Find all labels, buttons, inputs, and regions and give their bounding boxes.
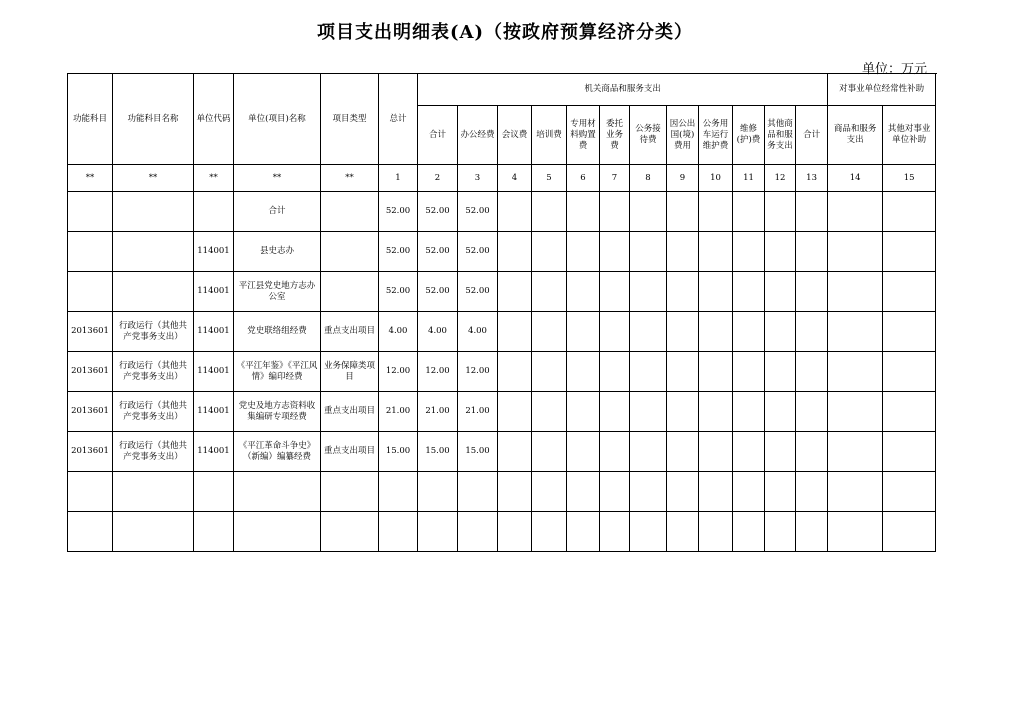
table-row	[68, 312, 936, 352]
table-row	[68, 432, 936, 472]
cell-empty	[532, 472, 567, 512]
cell-unit-code	[194, 512, 234, 552]
cell-unit-code: 114001	[194, 392, 234, 432]
cell-empty	[600, 432, 630, 472]
cell-empty	[796, 232, 828, 272]
cell-c3: 52.00	[458, 192, 498, 232]
cell-unit-code	[194, 192, 234, 232]
cell-empty	[532, 312, 567, 352]
cell-empty	[667, 272, 699, 312]
cell-total: 4.00	[379, 312, 418, 352]
cell-empty	[667, 352, 699, 392]
index-cell: **	[113, 165, 194, 192]
cell-c3: 4.00	[458, 312, 498, 352]
cell-c2: 52.00	[418, 192, 458, 232]
cell-unit-code: 114001	[194, 272, 234, 312]
cell-empty	[796, 512, 828, 552]
header-func-code: 功能科目	[68, 74, 113, 165]
cell-empty	[630, 512, 667, 552]
cell-empty	[699, 432, 733, 472]
cell-c3: 52.00	[458, 272, 498, 312]
index-cell: 2	[418, 165, 458, 192]
cell-total: 52.00	[379, 272, 418, 312]
cell-unit-code: 114001	[194, 232, 234, 272]
cell-empty	[883, 472, 936, 512]
cell-empty	[883, 312, 936, 352]
cell-proj-type: 重点支出项目	[321, 432, 379, 472]
cell-empty	[765, 512, 796, 552]
cell-empty	[630, 232, 667, 272]
index-cell: 11	[733, 165, 765, 192]
cell-empty	[567, 232, 600, 272]
index-cell: 3	[458, 165, 498, 192]
cell-empty	[733, 392, 765, 432]
cell-unit-code: 114001	[194, 432, 234, 472]
cell-empty	[765, 312, 796, 352]
cell-c3: 21.00	[458, 392, 498, 432]
cell-empty	[600, 352, 630, 392]
table-row	[68, 472, 936, 512]
cell-empty	[630, 432, 667, 472]
cell-func-name: 行政运行（其他共产党事务支出）	[113, 392, 194, 432]
cell-empty	[699, 272, 733, 312]
cell-unit-name: 县史志办	[234, 232, 321, 272]
cell-func-code	[68, 192, 113, 232]
cell-empty	[532, 392, 567, 432]
header-c15: 其他对事业单位补助	[883, 106, 936, 165]
cell-empty	[699, 192, 733, 232]
cell-empty	[828, 192, 883, 232]
cell-empty	[733, 512, 765, 552]
header-func-name: 功能科目名称	[113, 74, 194, 165]
cell-empty	[828, 512, 883, 552]
cell-empty	[498, 392, 532, 432]
cell-empty	[699, 392, 733, 432]
cell-empty	[600, 192, 630, 232]
cell-empty	[828, 312, 883, 352]
header-c14: 商品和服务支出	[828, 106, 883, 165]
cell-empty	[630, 272, 667, 312]
cell-total: 15.00	[379, 432, 418, 472]
index-cell: **	[321, 165, 379, 192]
cell-proj-type	[321, 512, 379, 552]
cell-empty	[667, 512, 699, 552]
cell-unit-code: 114001	[194, 352, 234, 392]
table-row	[68, 512, 936, 552]
cell-empty	[796, 192, 828, 232]
cell-c2	[418, 472, 458, 512]
cell-func-name	[113, 192, 194, 232]
index-cell: 6	[567, 165, 600, 192]
table-row	[68, 352, 936, 392]
header-c12: 其他商品和服务支出	[765, 106, 796, 165]
cell-c2: 52.00	[418, 272, 458, 312]
index-cell: **	[234, 165, 321, 192]
cell-func-code: 2013601	[68, 352, 113, 392]
cell-empty	[667, 312, 699, 352]
cell-empty	[765, 432, 796, 472]
index-cell: 12	[765, 165, 796, 192]
header-c5: 培训费	[532, 106, 567, 165]
header-c13: 合计	[796, 106, 828, 165]
cell-unit-name	[234, 472, 321, 512]
index-cell: 1	[379, 165, 418, 192]
cell-empty	[733, 272, 765, 312]
table-row	[68, 272, 936, 312]
cell-empty	[699, 352, 733, 392]
cell-empty	[828, 472, 883, 512]
header-c4: 会议费	[498, 106, 532, 165]
index-cell: 5	[532, 165, 567, 192]
cell-empty	[733, 312, 765, 352]
cell-c2: 12.00	[418, 352, 458, 392]
cell-func-code	[68, 232, 113, 272]
cell-empty	[883, 232, 936, 272]
cell-empty	[883, 352, 936, 392]
header-c6: 专用材料购置费	[567, 106, 600, 165]
cell-empty	[828, 352, 883, 392]
cell-empty	[796, 472, 828, 512]
cell-empty	[498, 272, 532, 312]
cell-c3: 52.00	[458, 232, 498, 272]
cell-total: 52.00	[379, 232, 418, 272]
cell-unit-name: 平江县党史地方志办公室	[234, 272, 321, 312]
cell-c3: 15.00	[458, 432, 498, 472]
cell-empty	[532, 232, 567, 272]
cell-empty	[796, 432, 828, 472]
cell-c3: 12.00	[458, 352, 498, 392]
cell-empty	[532, 192, 567, 232]
cell-empty	[600, 472, 630, 512]
cell-empty	[733, 192, 765, 232]
cell-empty	[667, 392, 699, 432]
cell-empty	[532, 512, 567, 552]
index-cell: 14	[828, 165, 883, 192]
page-title: 项目支出明细表(A)（按政府预算经济分类）	[317, 22, 693, 43]
cell-c3	[458, 512, 498, 552]
cell-empty	[796, 352, 828, 392]
cell-unit-name: 《平江年鉴》《平江风情》编印经费	[234, 352, 321, 392]
header-c9: 因公出国(境)费用	[667, 106, 699, 165]
cell-proj-type	[321, 192, 379, 232]
cell-empty	[796, 272, 828, 312]
header-group-subsidy: 对事业单位经常性补助	[828, 74, 936, 106]
cell-empty	[630, 312, 667, 352]
cell-empty	[567, 432, 600, 472]
cell-func-code	[68, 512, 113, 552]
cell-unit-name: 《平江革命斗争史》（新编）编纂经费	[234, 432, 321, 472]
cell-c2: 15.00	[418, 432, 458, 472]
index-cell: 15	[883, 165, 936, 192]
cell-empty	[630, 392, 667, 432]
cell-empty	[733, 472, 765, 512]
cell-total: 12.00	[379, 352, 418, 392]
index-cell: **	[194, 165, 234, 192]
cell-empty	[567, 512, 600, 552]
cell-empty	[796, 392, 828, 432]
cell-empty	[765, 352, 796, 392]
cell-c2	[418, 512, 458, 552]
cell-func-code: 2013601	[68, 392, 113, 432]
cell-empty	[498, 312, 532, 352]
cell-empty	[498, 232, 532, 272]
cell-func-code	[68, 472, 113, 512]
header-proj-type: 项目类型	[321, 74, 379, 165]
cell-empty	[699, 512, 733, 552]
cell-func-name: 行政运行（其他共产党事务支出）	[113, 312, 194, 352]
cell-empty	[498, 472, 532, 512]
cell-proj-type	[321, 232, 379, 272]
header-c8: 公务接待费	[630, 106, 667, 165]
header-c11: 维修(护)费	[733, 106, 765, 165]
cell-func-name	[113, 232, 194, 272]
cell-empty	[532, 432, 567, 472]
cell-c2: 4.00	[418, 312, 458, 352]
cell-empty	[667, 192, 699, 232]
cell-empty	[667, 472, 699, 512]
cell-empty	[567, 312, 600, 352]
cell-proj-type	[321, 472, 379, 512]
cell-unit-name: 合计	[234, 192, 321, 232]
header-unit-code: 单位代码	[194, 74, 234, 165]
unit-label: 单位：万元	[861, 62, 927, 77]
cell-empty	[796, 312, 828, 352]
cell-empty	[883, 392, 936, 432]
cell-empty	[699, 232, 733, 272]
cell-func-code: 2013601	[68, 312, 113, 352]
cell-func-name	[113, 272, 194, 312]
cell-c3	[458, 472, 498, 512]
index-cell: 4	[498, 165, 532, 192]
cell-empty	[699, 472, 733, 512]
cell-empty	[667, 432, 699, 472]
cell-empty	[600, 232, 630, 272]
index-cell: 7	[600, 165, 630, 192]
cell-empty	[765, 232, 796, 272]
cell-unit-code: 114001	[194, 312, 234, 352]
cell-empty	[567, 472, 600, 512]
cell-empty	[630, 192, 667, 232]
table-row	[68, 192, 936, 232]
cell-empty	[498, 192, 532, 232]
cell-func-name	[113, 472, 194, 512]
cell-c2: 21.00	[418, 392, 458, 432]
cell-empty	[532, 352, 567, 392]
cell-empty	[630, 352, 667, 392]
header-c10: 公务用车运行维护费	[699, 106, 733, 165]
cell-unit-code	[194, 472, 234, 512]
cell-unit-name: 党史联络组经费	[234, 312, 321, 352]
cell-empty	[828, 392, 883, 432]
cell-proj-type: 重点支出项目	[321, 312, 379, 352]
cell-empty	[498, 512, 532, 552]
header-c3: 办公经费	[458, 106, 498, 165]
cell-empty	[498, 432, 532, 472]
cell-func-code: 2013601	[68, 432, 113, 472]
cell-empty	[567, 352, 600, 392]
header-group-goods-services: 机关商品和服务支出	[418, 74, 828, 106]
cell-empty	[567, 392, 600, 432]
cell-unit-name	[234, 512, 321, 552]
header-c7: 委托业务费	[600, 106, 630, 165]
cell-empty	[883, 192, 936, 232]
cell-empty	[733, 352, 765, 392]
cell-empty	[532, 272, 567, 312]
cell-empty	[630, 472, 667, 512]
cell-empty	[883, 272, 936, 312]
cell-func-name: 行政运行（其他共产党事务支出）	[113, 432, 194, 472]
index-cell: 13	[796, 165, 828, 192]
cell-empty	[733, 432, 765, 472]
cell-unit-name: 党史及地方志资料收集编研专项经费	[234, 392, 321, 432]
cell-empty	[567, 192, 600, 232]
cell-empty	[828, 432, 883, 472]
cell-proj-type: 重点支出项目	[321, 392, 379, 432]
cell-empty	[828, 272, 883, 312]
index-cell: 9	[667, 165, 699, 192]
cell-empty	[765, 472, 796, 512]
cell-total	[379, 512, 418, 552]
cell-empty	[600, 512, 630, 552]
expenditure-table	[67, 73, 936, 552]
cell-func-name: 行政运行（其他共产党事务支出）	[113, 352, 194, 392]
cell-proj-type	[321, 272, 379, 312]
cell-empty	[699, 312, 733, 352]
table-row	[68, 392, 936, 432]
index-row	[68, 165, 936, 192]
index-cell: 10	[699, 165, 733, 192]
cell-empty	[600, 392, 630, 432]
cell-empty	[600, 312, 630, 352]
cell-func-name	[113, 512, 194, 552]
cell-empty	[765, 392, 796, 432]
table-row	[68, 232, 936, 272]
cell-total: 52.00	[379, 192, 418, 232]
cell-empty	[828, 232, 883, 272]
cell-empty	[667, 232, 699, 272]
cell-empty	[567, 272, 600, 312]
header-unit-name: 单位(项目)名称	[234, 74, 321, 165]
cell-empty	[883, 512, 936, 552]
cell-proj-type: 业务保障类项目	[321, 352, 379, 392]
cell-total: 21.00	[379, 392, 418, 432]
cell-func-code	[68, 272, 113, 312]
cell-empty	[600, 272, 630, 312]
cell-empty	[498, 352, 532, 392]
header-total: 总计	[379, 74, 418, 165]
cell-empty	[765, 192, 796, 232]
index-cell: 8	[630, 165, 667, 192]
index-cell: **	[68, 165, 113, 192]
header-c2: 合计	[418, 106, 458, 165]
cell-empty	[765, 272, 796, 312]
cell-c2: 52.00	[418, 232, 458, 272]
cell-empty	[883, 432, 936, 472]
cell-total	[379, 472, 418, 512]
cell-empty	[733, 232, 765, 272]
